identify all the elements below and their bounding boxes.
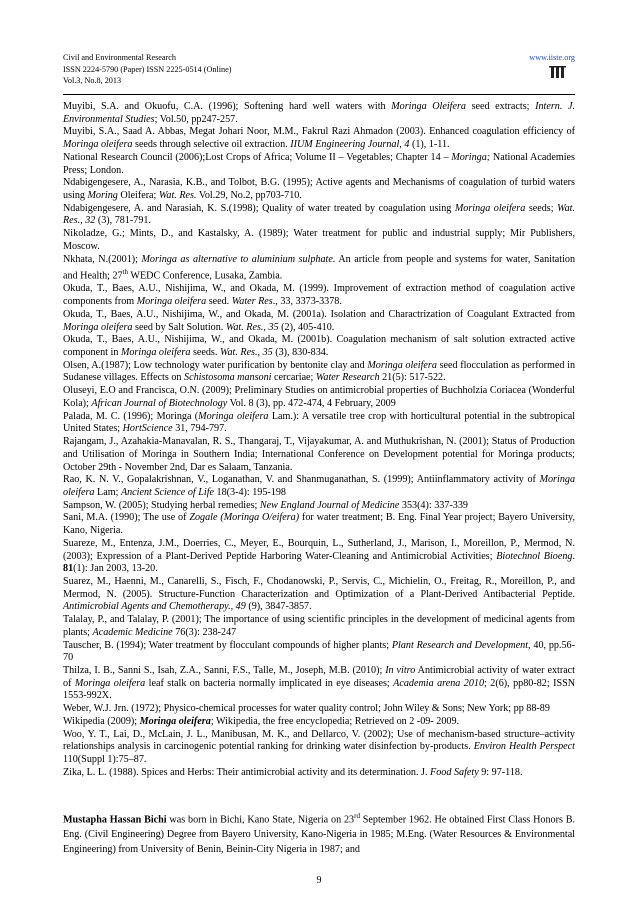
reference-text: (9), 3847-3857. <box>245 601 312 613</box>
reference-text: Sampson, W. (2005); Studying herbal remedies; <box>63 499 260 511</box>
reference-text: New England Journal of Medicine <box>259 499 400 511</box>
reference-text: Moringa; <box>451 151 491 163</box>
reference-entry <box>63 177 575 202</box>
reference-text: Lam; <box>94 486 121 498</box>
reference-text: Okuda, T., Baes, A.U., Nishijima, W., and Okada, M. (1999). Improvement of extraction method of coagulation active components from <box>63 283 575 308</box>
reference-text: Palada, M. C. (1996); Moringa ( <box>63 410 199 422</box>
reference-text: 353(4): 337-339 <box>399 499 468 511</box>
reference-text: . <box>572 550 575 562</box>
reference-entry <box>63 576 575 614</box>
reference-text: ; Vol.50, pp247-257. <box>154 113 238 125</box>
reference-text: 110(Suppl 1):75–87. <box>63 754 147 766</box>
reference-entry <box>63 385 575 410</box>
reference-text: Zogale (Moringa O/eifera) <box>189 512 300 524</box>
reference-text: Woo, Y. T., Lai, D., McLain, J. L., Manibusan, M. K., and Dellarco, V. (2002); Use of mechanism-based structure–activity relationships analysis in carcinogenic potential ranking for drinking water disinfection by-products. <box>63 728 575 753</box>
reference-entry <box>63 665 575 703</box>
reference-text: Antimicrobial Agents and Chemotherapy., 49 <box>63 601 246 613</box>
reference-text: Academic Medicine <box>92 626 173 638</box>
reference-text: Moringa oleifera <box>136 296 207 308</box>
reference-entry <box>63 703 575 716</box>
reference-text: Wat. Res. <box>158 190 197 202</box>
reference-text: Suarez, M., Haenni, M., Canarelli, S., Fisch, F., Chodanowski, P., Servis, C., Michielin, O., Freitag, R., Moreillon, P., and Mermod, N. (2005). Structure-Function Characterization and Optimization of a Plant-Derived Antibacterial Peptide. <box>63 575 575 600</box>
reference-text: cercariae; <box>271 372 316 384</box>
journal-name: Civil and Environmental Research <box>63 53 177 62</box>
reference-text: Oluseyi, E.O and Francisca, O.N. (2009); Preliminary Studies on antimicrobial properties of Buchholzia Coriacea (Wonderful Kola); <box>63 385 575 409</box>
reference-text: Moringa Oleifera <box>391 101 466 112</box>
reference-text: African Journal of Biotechnology <box>91 397 228 409</box>
reference-text: Okuda, T., Baes, A.U., Nishijima, W., and Okada, M. (2001b). Coagulation mechanism of salt solution extracted active component in <box>63 334 575 359</box>
reference-entry <box>63 254 575 284</box>
author-name: Mustapha Hassan Bichi <box>63 814 167 826</box>
reference-text: Moringa oleifera <box>74 677 146 689</box>
reference-entry <box>63 500 575 513</box>
reference-entry <box>63 716 575 729</box>
reference-text: Olsen, A.(1987); Low technology water purification by bentonite clay and <box>63 359 368 371</box>
reference-text: Wat. Res., 35 <box>225 321 279 333</box>
reference-text: WEDC Conference, Lusaka, Zambia. <box>128 270 283 282</box>
journal-url-link[interactable]: www.iiste.org <box>529 53 575 62</box>
reference-text: Moringa oleifera <box>198 410 269 422</box>
author-biography <box>63 809 575 857</box>
reference-text: seed by Salt Solution. <box>132 321 226 333</box>
reference-text: seeds through selective oil extraction. <box>132 139 291 151</box>
reference-entry <box>63 360 575 385</box>
reference-entry <box>63 152 575 177</box>
reference-text: Wat. Res., 35 <box>219 347 273 359</box>
reference-text: Moring <box>87 190 118 202</box>
reference-text: seed flocculation as performed in Sudanese villages. Effects on <box>63 359 576 384</box>
reference-text: Rajangam, J., Azahakia-Manavalan, R. S., Thangaraj, T., Vijayakumar, A. and Muthukrishan, N. (2001); Status of Production and Utilisation of Moringa in Southern India; International Conference on Development potential for Moringa products; October 29th - November 2nd, Dar es Salaam, Tanzania. <box>63 436 575 473</box>
reference-text: (3), 781-791. <box>95 215 152 227</box>
reference-text: 9: 97-118. <box>478 766 523 778</box>
reference-text: (3), 830-834. <box>272 347 329 359</box>
reference-text: National Research Council (2006);Lost Crops of Africa; Volume II – Vegetables; Chapter 14 – <box>63 151 452 163</box>
reference-text: Weber, W.J. Jrn. (1972); Physico-chemical processes for water quality control; John Wiley & Sons; New York; pp 88-89 <box>63 703 550 715</box>
reference-text: In vitro <box>385 665 416 676</box>
reference-text: Talalay, P., and Talalay, P. (2001); The importance of using scientific principles in the development of medicinal agents from plants; <box>63 614 575 638</box>
reference-text: Moringa oleifera <box>367 359 437 371</box>
page-number: 9 <box>316 875 322 886</box>
reference-text: Moringa oleifera <box>139 715 211 727</box>
reference-text: Nikoladze, G.; Mints, D., and Kastalsky, A. (1989); Water treatment for public and industrial supply; Mir Publishers, Moscow. <box>63 228 575 252</box>
reference-entry <box>63 283 575 308</box>
reference-text: Water Res <box>231 296 273 308</box>
page-header <box>63 52 575 87</box>
reference-text: Academia arena 2010 <box>393 677 485 689</box>
reference-text: Thilza, I. B., Sanni S., Isah, Z.A., Sanni, F.S., Talle, M., Joseph, M.B. (2010); <box>63 665 386 676</box>
references-list <box>63 101 575 779</box>
reference-text: Wat. Res., 32 <box>63 202 575 227</box>
reference-text: Zika, L. L. (1988). Spices and Herbs: Their antimicrobial activity and its determination. J. <box>63 766 431 778</box>
reference-text: 76(3): 238-247 <box>172 626 237 638</box>
reference-text: Moringa oleifera <box>63 321 133 333</box>
reference-entry <box>63 411 575 436</box>
reference-entry <box>63 729 575 767</box>
reference-text: seed. <box>206 296 232 308</box>
reference-text: Suareze, M., Entenza, J.M., Doerries, C., Meyer, E., Bourquin, L., Sutherland, J., Marison, I., Moreillon, P., Mermod, N.(2003); Expression of a Plant-Derived Peptide Harboring Water-Cleaning and Antimicrobial Activities; <box>63 537 575 562</box>
reference-text: th <box>122 268 129 277</box>
header-rule <box>63 94 575 95</box>
reference-text: Rao, K. N. V., Gopalakrishnan, V., Loganathan, V. and Shanmuganathan, S. (1999); Antiinflammatory activity of <box>63 474 540 486</box>
reference-entry <box>63 538 575 576</box>
reference-text: Moringa oleifera <box>63 474 575 498</box>
reference-text: 21(5): 517-522. <box>379 372 446 384</box>
reference-text: 81 <box>63 563 74 575</box>
reference-text: An article from people and systems for water, Sanitation and Health; 27 <box>63 253 576 282</box>
reference-text: Ancient Science of Life <box>120 486 214 498</box>
reference-text: ; 2(6), pp80-82; ISSN 1553-992X. <box>63 677 576 702</box>
reference-text: Moringa oleifera <box>63 139 133 151</box>
reference-entry <box>63 334 575 359</box>
reference-text: Antimicrobial activity of water extract of <box>63 665 575 689</box>
reference-text: (1), 1-11. <box>409 139 450 151</box>
reference-text: IIUM Engineering Journal, 4 <box>290 139 410 151</box>
reference-text: Wikipedia (2009); <box>63 715 140 727</box>
journal-issn: ISSN 2224-5790 (Paper) ISSN 2225-0514 (Online) <box>63 64 232 74</box>
reference-entry <box>63 228 575 253</box>
reference-text: seeds. <box>190 347 220 359</box>
reference-text: Vol. 8 (3), pp. 472-474, 4 February, 2009 <box>227 397 396 409</box>
reference-text: seed extracts; <box>465 101 536 112</box>
journal-volume: Vol.3, No.8, 2013 <box>63 76 122 85</box>
reference-text: 18(3-4): 195-198 <box>214 486 286 498</box>
reference-entry <box>63 767 575 780</box>
reference-text: seeds; <box>525 202 558 214</box>
reference-text: leaf stalk on bacteria normally implicated in eye diseases; <box>145 677 394 689</box>
reference-text: Ndabigengesere, A., Narasia, K.B., and Tolbot, B.G. (1995); Active agents and Mechanisms of coagulation of turbid waters using <box>63 177 575 202</box>
reference-text: Schistosoma mansoni <box>184 372 272 384</box>
reference-text: 40, pp.56-70 <box>63 639 575 664</box>
reference-text: Plant Research and Development, <box>391 639 531 651</box>
reference-text: Oleifera; <box>117 190 159 202</box>
reference-entry <box>63 614 575 639</box>
reference-text: HortScience <box>122 423 173 435</box>
reference-text: Water Research <box>315 372 380 384</box>
reference-text: Moringa as alternative to aluminium sulphate. <box>141 253 336 265</box>
reference-entry <box>63 474 575 499</box>
reference-text: Food Safety <box>430 766 479 778</box>
bio-text-part-2: September 1962. He obtained First Class Honors B. Eng. (Civil Engineering) Degree from Bayero University, Kano-Nigeria in 1985; M.Eng. (Water Resources & Environmental Engineering) from University of Benin, Beinin-City Nigeria in 1987; and <box>63 814 576 855</box>
bio-text-part-1: was born in Bichi, Kano State, Nigeria on 23 <box>166 814 355 826</box>
reference-text: Moringa oleifera <box>454 202 526 214</box>
reference-text: Vol.29, No.2, pp703-710. <box>196 190 302 202</box>
iiste-logo-icon <box>541 64 575 94</box>
reference-text: Intern. J. Environmental Studies <box>63 101 575 125</box>
reference-text: Okuda, T., Baes, A.U., Nishijima, W., and Okada, M. (2001a). Isolation and Charactrization of Coagulant Extracted from <box>63 308 575 320</box>
reference-entry <box>63 640 575 665</box>
reference-text: ., 33, 3373-3378. <box>272 296 342 308</box>
reference-text: (1): Jan 2003, 13-20. <box>73 563 158 575</box>
reference-text: Nkhata, N.(2001); <box>63 253 142 265</box>
reference-text: Moringa oleifera <box>120 347 191 359</box>
reference-entry <box>63 436 575 474</box>
bio-superscript: rd <box>354 812 360 820</box>
reference-text: Ndabigengesere, A. and Narasiah, K. S.(1998); Quality of water treated by coagulation using <box>63 202 455 214</box>
reference-text: ; Wikipedia, the free encyclopedia; Retrieved on 2 -09- 2009. <box>210 715 460 727</box>
reference-entry <box>63 126 575 151</box>
reference-text: 31, 794-797. <box>172 423 227 435</box>
reference-text: Muyibi, S.A. and Okuofu, C.A. (1996); Softening hard well waters with <box>63 101 392 112</box>
reference-text: National Academies Press; London. <box>63 151 575 176</box>
reference-text: Muyibi, S.A., Saad A. Abbas, Megat Johari Noor, M.M., Fakrul Razi Ahmadon (2003). Enhanced coagulation efficiency of <box>63 126 575 138</box>
reference-text: for water treatment; B. Eng. Final Year project; Bayero University, Kano, Nigeria. <box>63 512 575 537</box>
reference-entry <box>63 512 575 537</box>
reference-entry <box>63 101 575 126</box>
reference-text: Environ Health Perspect <box>473 741 575 753</box>
reference-text: Biotechnol Bioeng <box>496 550 573 562</box>
reference-text: Sani, M.A. (1990); The use of <box>63 512 190 524</box>
reference-text: Lam.): A versatile tree crop with horticultural potential in the subtropical United States; <box>63 410 576 435</box>
reference-entry <box>63 203 575 228</box>
reference-text: (2), 405-410. <box>278 321 335 333</box>
reference-text: Tauscher, B. (1994); Water treatment by flocculant compounds of higher plants; <box>63 639 392 651</box>
reference-entry <box>63 309 575 334</box>
